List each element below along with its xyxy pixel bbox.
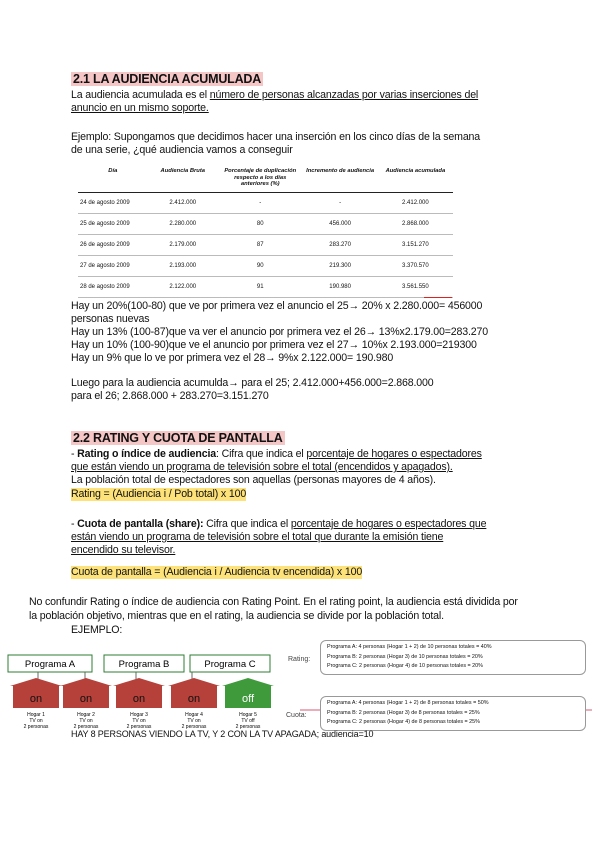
rating-underlined: porcentaje de hogares o espectadores — [306, 448, 482, 460]
cuota-line: Programa A: 4 personas (Hogar 1 + 2) de 8 personas totales = 50% — [327, 700, 489, 706]
tv-state: on — [79, 693, 93, 705]
house-4 — [168, 678, 220, 730]
footer-note: HAY 8 PERSONAS VIENDO LA TV, Y 2 CON LA TV APAGADA; audiencia=10 — [71, 729, 374, 739]
share-term: Cuota de pantalla (share): — [77, 518, 204, 530]
rating-definition-line-2: que están viendo un programa de televisión sobre el total (encendidos y apagados). — [71, 461, 453, 473]
house-label: Hogar 1 — [27, 712, 45, 718]
table-cell: 27 de agosto 2009 — [78, 255, 148, 276]
house-tv: TV on — [29, 718, 43, 724]
house-tv: TV on — [187, 718, 201, 724]
section-title-rating: 2.2 RATING Y CUOTA DE PANTALLA — [73, 431, 283, 445]
table-cell: 2.412.000 — [378, 192, 453, 213]
program-box-a — [8, 655, 92, 672]
table-header: Audiencia acumulada — [378, 166, 453, 192]
population-note: La población total de espectadores son aquellas (personas mayores de 4 años). — [71, 474, 436, 486]
house-label: Hogar 2 — [77, 712, 95, 718]
calc-line: Luego para la audiencia acumulda→ para el 25; 2.412.000+456.000=2.868.000 — [71, 377, 434, 389]
dash: - — [71, 448, 78, 460]
house-roof — [60, 678, 112, 686]
table-cell: 28 de agosto 2009 — [78, 276, 148, 297]
connector-lines — [38, 671, 192, 684]
rating-term: Rating o índice de audiencia — [77, 448, 217, 460]
table-header: Incremento de audiencia — [303, 166, 378, 192]
calc-line: Hay un 10% (100-90)que ve el anuncio por primera vez el 27→ 10%x 2.193.000=219300 — [71, 339, 477, 351]
table-header: Audiencia Bruta — [148, 166, 218, 192]
table-cell: 25 de agosto 2009 — [78, 213, 148, 234]
definition-underlined: número de personas alcanzadas por varias inserciones del — [209, 89, 479, 101]
calc-line: Hay un 9% que lo ve por primera vez el 28→ 9%x 2.122.000= 190.980 — [71, 352, 394, 364]
calc-line: Hay un 20%(100-80) que ve por primera vez el anuncio el 25→ 20% x 2.280.000= 456000 — [71, 300, 483, 312]
definition-text: La audiencia acumulada es el — [71, 89, 210, 101]
house-tv: TV off — [241, 718, 255, 724]
table-cell: 2.122.000 — [148, 276, 218, 297]
tv-state: on — [187, 693, 201, 705]
table-cell: 3.370.570 — [378, 255, 453, 276]
cuota-box — [320, 696, 586, 731]
rating-line: Programa C: 2 personas (Hogar 4) de 10 personas totales = 20% — [327, 663, 483, 669]
rating-line: Programa A: 4 personas (Hogar 1 + 2) de 10 personas totales = 40% — [327, 644, 492, 650]
tv-state: on — [29, 693, 43, 705]
house-tv: TV on — [79, 718, 93, 724]
tv-state: on — [132, 693, 146, 705]
table-cell: 2.280.000 — [148, 213, 218, 234]
calc-line: personas nuevas — [71, 313, 150, 325]
house-label: Hogar 3 — [130, 712, 148, 718]
table-cell: 87 — [218, 234, 303, 255]
note-line-1: No confundir Rating o índice de audiencia con Rating Point. En el rating point, la audiencia está dividida por — [29, 596, 518, 608]
house-roof — [113, 678, 165, 686]
share-underlined: porcentaje de hogares o espectadores que — [290, 518, 487, 530]
rating-line: Programa B: 2 personas (Hogar 3) de 10 personas totales = 20% — [327, 653, 483, 660]
cuota-line: Programa B: 2 personas (Hogar 3) de 8 personas totales = 25% — [327, 709, 480, 716]
house-roof — [168, 678, 220, 686]
house-people: 2 personas — [126, 724, 152, 730]
house-roof — [10, 678, 62, 686]
table-cell: 26 de agosto 2009 — [78, 234, 148, 255]
rating-formula: Rating = (Audiencia i / Pob total) x 100 — [71, 488, 247, 500]
table-cell: 283.270 — [303, 234, 378, 255]
house-1 — [10, 678, 62, 730]
house-3 — [113, 678, 165, 730]
share-definition-line-3: encendido su televisor. — [71, 544, 176, 556]
house-tv: TV on — [132, 718, 146, 724]
table-cell: 24 de agosto 2009 — [78, 192, 148, 213]
program-box-b — [104, 655, 184, 672]
table-cell: 91 — [218, 276, 303, 297]
cuota-line: Programa C: 2 personas (Hogar 4) de 8 personas totales = 25% — [327, 719, 480, 725]
program-box-c — [190, 655, 270, 672]
table-cell: 2.179.000 — [148, 234, 218, 255]
section-title-audiencia-acumulada: 2.1 LA AUDIENCIA ACUMULADA — [73, 72, 262, 86]
calc-line: para el 26; 2.868.000 + 283.270=3.151.270 — [71, 390, 269, 402]
program-label: Programa A — [24, 659, 76, 670]
table-cell: 90 — [218, 255, 303, 276]
table-cell: 3.561.550 — [378, 276, 453, 297]
house-label: Hogar 5 — [239, 712, 257, 718]
cuota-label: Cuota: — [286, 712, 307, 719]
table-header: Porcentaje de duplicación respecto a los días anteriores (%) — [218, 166, 303, 192]
table-cell: 190.980 — [303, 276, 378, 297]
table-cell: 219.300 — [303, 255, 378, 276]
table-cell: 2.412.000 — [148, 192, 218, 213]
table-cell: 2.868.000 — [378, 213, 453, 234]
table-cell: - — [218, 192, 303, 213]
house-people: 2 personas — [235, 724, 261, 730]
rating-box — [320, 640, 586, 675]
tv-state: off — [241, 693, 255, 705]
house-5 — [222, 678, 274, 730]
example-line-1: Ejemplo: Supongamos que decidimos hacer una inserción en los cinco días de la semana — [71, 131, 481, 143]
share-definition-line-2: están viendo un programa de televisión sobre el total que durante la emisión tiene — [71, 531, 444, 543]
house-people: 2 personas — [181, 724, 207, 730]
example-label: EJEMPLO: — [71, 624, 123, 636]
table-header: Día — [78, 166, 148, 192]
example-line-2: de una serie, ¿qué audiencia vamos a conseguir — [71, 144, 293, 156]
table-cell: - — [303, 192, 378, 213]
table-cell: 80 — [218, 213, 303, 234]
table-cell: 2.193.000 — [148, 255, 218, 276]
house-people: 2 personas — [73, 724, 99, 730]
house-roof — [222, 678, 274, 686]
house-people: 2 personas — [23, 724, 49, 730]
table-cell: 3.151.270 — [378, 234, 453, 255]
rating-text: : Cifra que indica el — [216, 448, 307, 460]
house-label: Hogar 4 — [185, 712, 203, 718]
dash: - — [71, 518, 78, 530]
rating-label: Rating: — [288, 656, 311, 663]
share-text: Cifra que indica el — [203, 518, 291, 530]
note-line-2: la población objetivo, mientras que en el rating, la audiencia se divide por la población total. — [29, 610, 444, 622]
calc-line: Hay un 13% (100-87)que va ver el anuncio por primera vez el 26→ 13%x2.179.00=283.270 — [71, 326, 489, 338]
program-label: Programa B — [118, 659, 170, 670]
table-cell: 456.000 — [303, 213, 378, 234]
program-label: Programa C — [204, 659, 256, 670]
house-2 — [60, 678, 112, 730]
share-formula: Cuota de pantalla = (Audiencia i / Audiencia tv encendida) x 100 — [71, 566, 363, 578]
definition-line-2: anuncio en un mismo soporte. — [71, 102, 209, 114]
